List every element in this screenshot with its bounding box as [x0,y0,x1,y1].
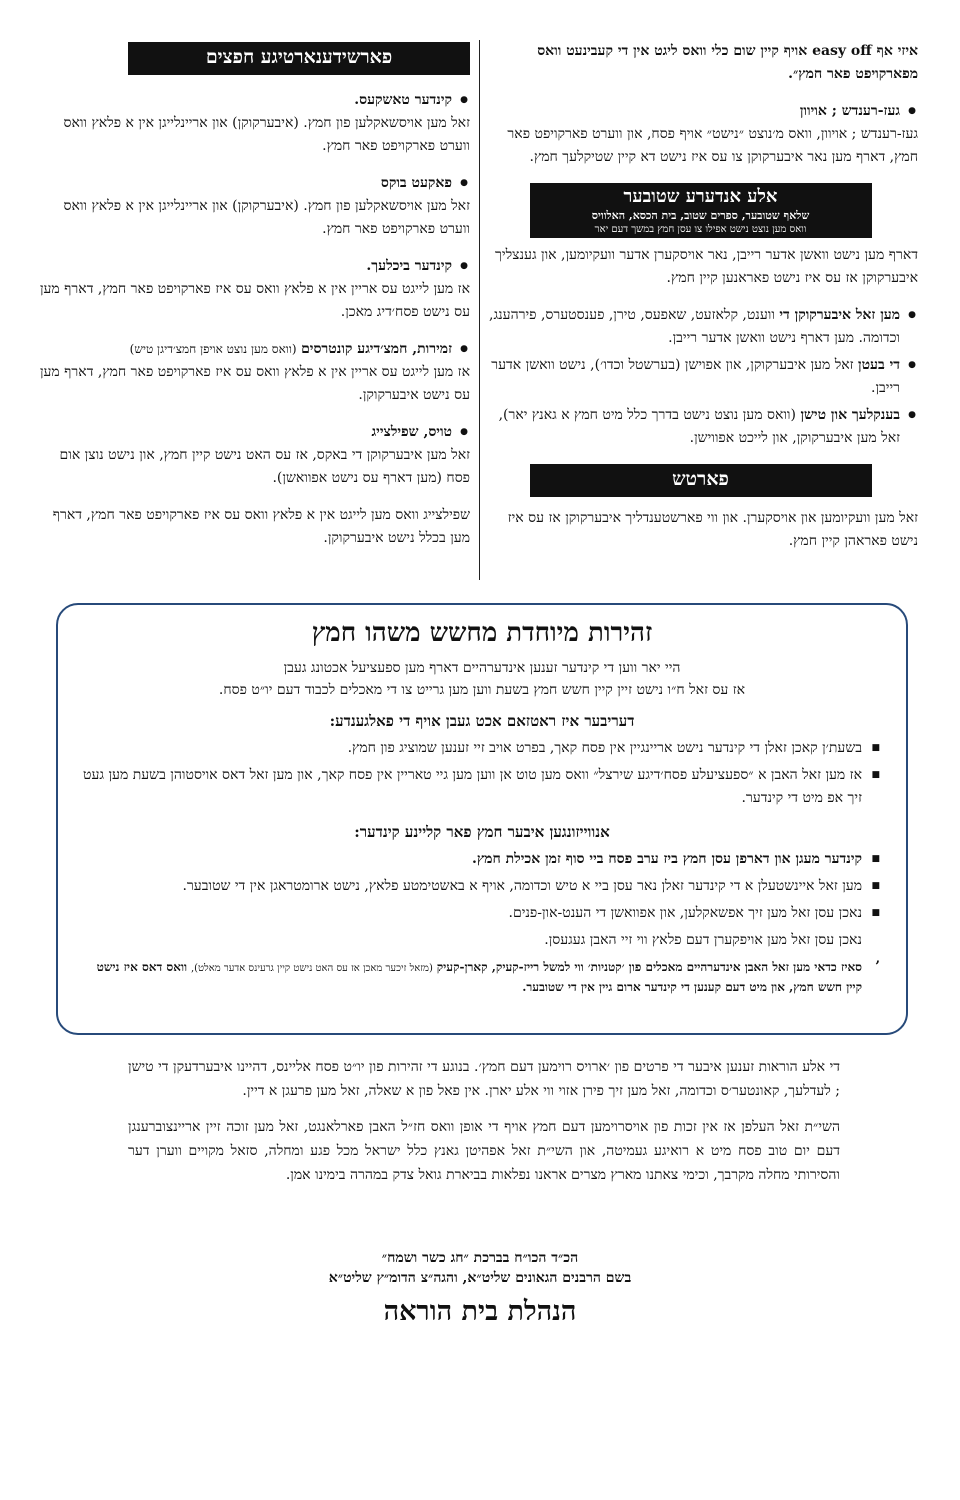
section-heading: אנווייזונגען איבער חמץ פאר קליינע קינדער: [354,823,610,841]
list-item-bold: מען זאל איבערקוקן די [779,307,900,323]
list-item: ■ מען זאל איינשטעלן א די קינדער זאלן נאר עסן ביי א טיש וכדומה, אויף א באשטימטע פלאץ, נישט ארומטראגן אין די שטובער. [80,875,884,898]
item-text: אז מען לייגט עס אריין אין א פלאץ וואס עס איז פארקויפט פאר חמץ, דארף מען עס נישט איבערקוקן. [39,364,470,403]
list-item-text: ווענט, קלאזעט, שאפעס, טירן, פענסטערס, פירהענג, וכדומה. מען דארף נישט וואשן אדער רייבן. [489,307,900,346]
easy-off-paragraph: איזי אף easy off אויף קיין שום כלי וואס ליגט אין די קעבינעט וואס מפארקויפט פאר חמץ״. [537,43,918,82]
gas-range-text: געז-רענדש ; אויוון, וואס מ׳נוצט ״נישט״ אויף פסח, און ווערט פארקויפט פאר חמץ, דארף מען נאר איבערקוקן צו עס איז נישט דא קיין שטיקלעך חמץ. [507,126,918,165]
other-rooms-intro: דארף מען נישט וואשן אדער רייבן, נאר אויסקערן אדער וועקיומען, און גענצליך איבערקוקן אז עס איז נישט פאראנען קיין חמץ. [495,247,918,286]
signature-title: הנהלת בית הוראה [383,1296,577,1327]
list-item: ■ נאכן עסן זאל מען זיך אפשאקלען, און אפוואשן די הענט-און-פנים. [80,902,884,925]
list-item [38,172,470,241]
porch-banner: פארטש [530,464,872,497]
kitniyos-note [80,958,884,996]
item-heading: ● פאקעט בוקס [38,172,470,195]
list-item [38,89,470,158]
warning-intro-line: היי יאר ווען די קינדער זענען אינדערהיים דארף מען ספעציעל אכטונג געבן [283,660,681,676]
all-other-rooms-banner [530,183,872,238]
note-small: (מזאל זיכער מאכן אז עס האט נישט קיין גרעינס אדער מאלט), [190,963,433,974]
list-item [483,354,918,400]
list-item-text: (וואס מען נוצט נישט בדרך כלל מיט חמץ א גאנץ יאר), זאל מען איבערקוקן, און לייכט אפווישן. [498,407,900,446]
banner-note: וואס מען נוצט נישט אפילו צו עסן חמץ במשך דעם יאר [594,224,807,235]
blessing-paragraph: השי״ת זאל העלפן אז אין זכות פון אויסרוימען דעם חמץ אויף די אופן וואס חז״ל האבן פארלאנגט, זאל מען זוכה זיין אריינצוברענגן דעם יום טוב פסח מיט א רואיגע געמיטה, און השי״ת זאל אפהיטן גאנץ כלל ישראל מכל פגע ומחלה, סזאל מקויים ווערן דער והסירותי מחלה מקרבך, וכימי צאתנו מארץ מצרים אראנו נפלאות בביארת גואל צדק במהרה בימינו אמן. [128,1119,840,1183]
item-text: אז מען לייגט עס אריין אין א פלאץ וואס עס איז פארקויפט פאר חמץ, דארף מען עס נישט פסח׳דיג מאכן. [39,281,470,320]
list-item-text: זאל מען איבערקוקן, און אפוישן (בערשטל וכדו׳), נישט וואשן אדער רייבן. [491,357,900,396]
item-text: זאל מען איבערקוקן די באקס, אז עס האט נישט קיין חמץ, און נישט נוצן אום פסח (מען דארף עס נישט אפוואשן). [59,447,470,486]
porch-text: זאל מען וועקיומען און אויסקערן. און ווי פארשטענדליך איבערקוקן אז עס איז נישט פאראהן קיין חמץ. [507,510,918,549]
gas-range-heading: ● געז-רענדש ; אויוון [483,100,918,123]
left-column [38,40,470,550]
item-heading: ● קינדער טאשקעס. [38,89,470,112]
list-item-bold: די בעטן [858,357,900,373]
item-heading-suffix: (וואס מען נוצט אויפן חמצ׳דיגן טיש) [129,342,297,356]
list-item [38,255,470,324]
list-item: ■ בשעת׳ן קאכן זאלן די קינדער נישט אריינגיין אין פסח קאך, בפרט אויב זיי זענען שמוציג פון חמץ. [80,737,884,760]
item-text: זאל מען אויסשאקלען פון חמץ. (איבערקוקן) און אריינלייגן אין א פלאץ וואס ווערט פארקויפט פאר חמץ. [63,198,470,237]
signature-line: בשם הרבנים הגאונים שליט״א, והגה״צ הדומ״ץ שליט״א [328,1270,632,1286]
closing-paragraph: די אלע הוראות זענען איבער די פרטים פון ׳ארויס רוימען דעם חמץ׳. בנוגע די זהירות פון יו״ט פסח אליינס, דהיינו איבערדעקן די טישן ; לעדלעך, קאונטער׳ס וכדומה, זאל מען זיך פירן אזוי ווי אלע יארן. אין פאל פון א שאלה, זאל מען פרעגן א דיין. [128,1059,840,1099]
section-heading: דעריבער איז ראטזאם אכט געבן אויף די פאלגענדע: [329,712,635,730]
list-item [483,404,918,450]
warning-title: זהירות מיוחדת מחשש משהו חמץ [311,618,653,648]
list-item: ■ קינדער מעגן און דארפן עסן חמץ ביז ערב פסח ביי סוף זמן אכילת חמץ. [80,848,884,871]
item-heading: ● טויס, שפילצייג [38,421,470,444]
signature-line: הכ״ד הכו״ח בברכת ״חג כשר ושמח״ [381,1250,579,1266]
note-bold: סאיז כדאי מען זאל האבן אינדערהיים מאכלים פון ׳קטניות׳ ווי למשל רייז-קעיק, קארן-קעיק [436,960,862,974]
warning-intro-line: אז עס זאל ח״ו נישט זיין קיין חשש חמץ בשעת ווען מען גרייט צו די מאכלים לכבוד דעם יו״ט פסח. [218,682,746,698]
note-bold-2: וואס דאס איז נישט קיין חשש חמץ, און מיט דעם קענען די קינדער ארום גיין אין די שטובער. [96,960,862,994]
banner-subtitle: שלאף שטובער, ספרים שטוב, בית הכסא, האלוויס [591,209,810,222]
closing-section [128,1055,840,1199]
list-item: ■ אז מען זאל האבן א ״ספעציעלע פסח׳דיגע שירצל״ וואס מען טוט אן ווען מען גיי טאריין אין פסח קאך, און מען זאל דאס אויסטוהן בשעת מען געט זיך אפ מיט די קינדער. [80,764,884,810]
item-heading-row [38,338,470,361]
column-divider [479,40,480,580]
list-item [38,421,470,490]
misc-items-banner: פארשידענארטיגע חפצים [128,42,470,75]
item-heading: ● קינדער ביכלעך. [38,255,470,278]
list-item-bold: בענקלעך און טישן [800,407,900,423]
banner-title: אלע אנדערע שטובער [623,186,778,207]
list-item [38,338,470,407]
warning-intro [80,657,884,701]
warning-box [56,603,908,1035]
item-heading: זמירות, חמצ׳דיגע קונטרסים [301,341,452,357]
right-column [483,40,918,553]
toys-extra-paragraph: שפילצייג וואס מען לייגט אין א פלאץ וואס עס איז פארקויפט פאר חמץ, דארף מען בכלל נישט איבערקוקן. [52,507,470,546]
gas-range-section [483,100,918,169]
item-text: זאל מען אויסשאקלען פון חמץ. (איבערקוקן) און אריינלייגן אין א פלאץ וואס ווערט פארקויפט פאר חמץ. [63,115,470,154]
plain-line: נאכן עסן זאל מען אויפקערן דעם פלאץ ווי זיי האבן געגעסן. [544,932,862,948]
list-item [483,304,918,350]
